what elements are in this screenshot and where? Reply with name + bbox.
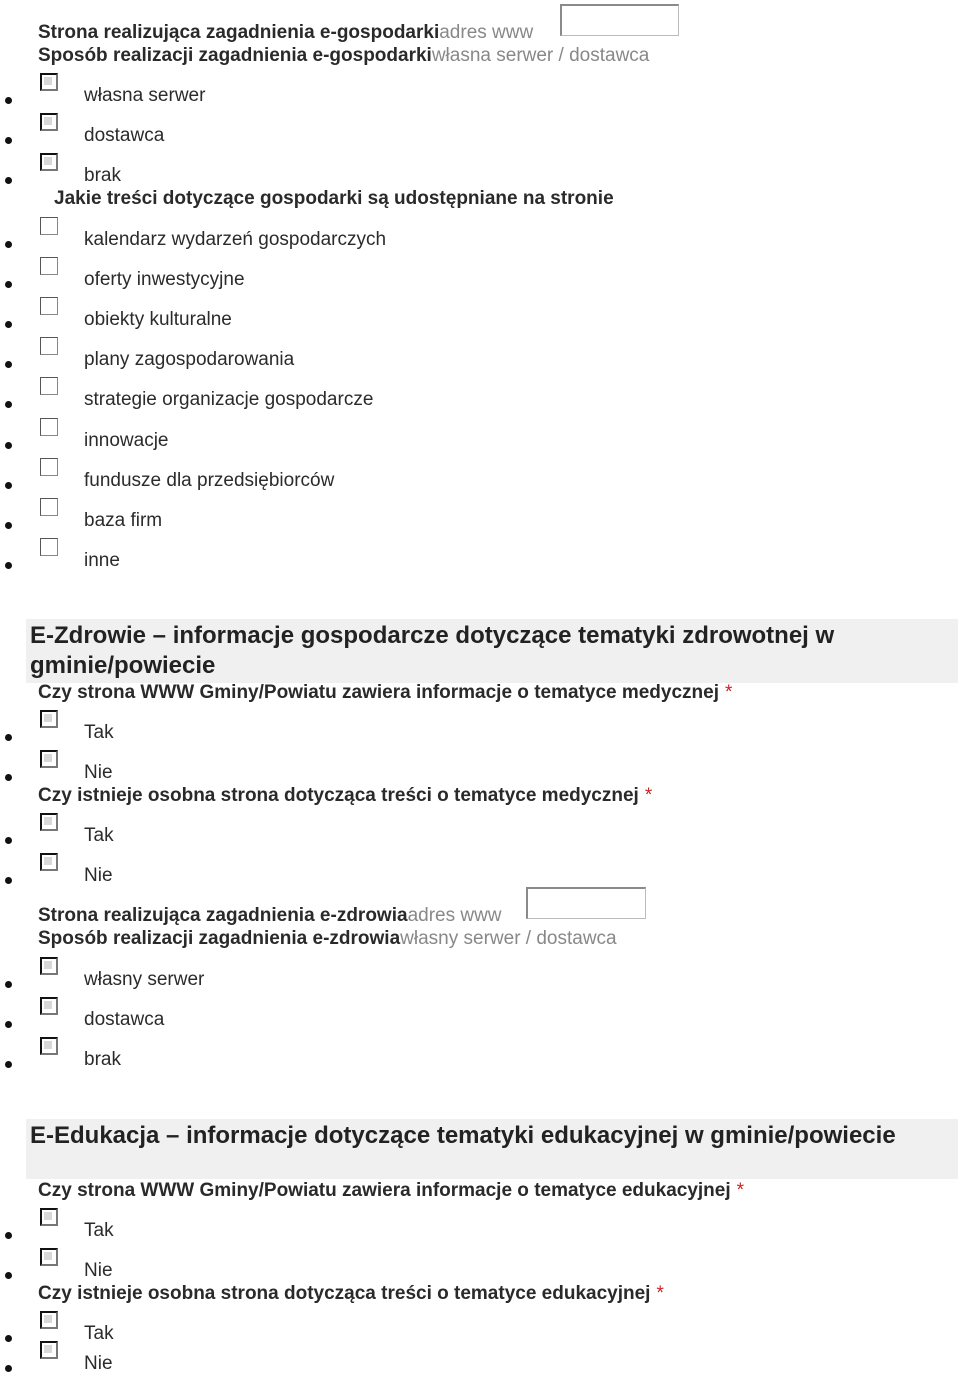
bullet: [5, 1365, 12, 1372]
ezdrowie-method-option[interactable]: własny serwer: [0, 957, 900, 997]
egosp-content-option[interactable]: oferty inwestycyjne: [0, 257, 900, 297]
required-marker: *: [725, 682, 733, 703]
radio-button[interactable]: [40, 113, 58, 131]
radio-button[interactable]: [40, 73, 58, 91]
bullet: [5, 981, 12, 988]
bullet: [5, 321, 12, 328]
egosp-method-option[interactable]: dostawca: [0, 113, 900, 153]
bullet: [5, 361, 12, 368]
bullet: [5, 522, 12, 529]
radio-button[interactable]: [40, 1248, 58, 1266]
egosp-content-option[interactable]: plany zagospodarowania: [0, 337, 900, 377]
egosp-content-option[interactable]: innowacje: [0, 418, 900, 458]
checkbox[interactable]: [40, 377, 58, 395]
bullet: [5, 177, 12, 184]
bullet: [5, 837, 12, 844]
required-marker: *: [644, 785, 653, 806]
section-title-ezdrowie: E-Zdrowie – informacje gospodarcze dotyczące tematyki zdrowotnej w gminie/powiecie: [26, 619, 958, 683]
radio-button[interactable]: [40, 710, 58, 728]
eedukacja-q1-label: Czy strona WWW Gminy/Powiatu zawiera informacje o tematyce edukacyjnej *: [38, 1180, 745, 1201]
bullet: [5, 1021, 12, 1028]
checkbox[interactable]: [40, 458, 58, 476]
radio-button[interactable]: [40, 1341, 58, 1359]
ezdrowie-q1-label: Czy strona WWW Gminy/Powiatu zawiera informacje o tematyce medycznej *: [38, 682, 733, 703]
egosp-content-option[interactable]: baza firm: [0, 498, 900, 538]
egosp-content-option[interactable]: inne: [0, 538, 900, 578]
eedukacja-q1-no[interactable]: Nie: [0, 1248, 900, 1288]
egosp-content-option[interactable]: fundusze dla przedsiębiorców: [0, 458, 900, 498]
ezdrowie-q1-yes[interactable]: Tak: [0, 710, 900, 750]
radio-button[interactable]: [40, 957, 58, 975]
egosp-method-label: Sposób realizacji zagadnienia e-gospodarkiwłasna serwer / dostawca: [38, 45, 650, 66]
ezdrowie-method-option[interactable]: dostawca: [0, 997, 900, 1037]
radio-button[interactable]: [40, 1037, 58, 1055]
radio-button[interactable]: [40, 1311, 58, 1329]
bullet: [5, 241, 12, 248]
bullet: [5, 877, 12, 884]
eedukacja-q2-no[interactable]: Nie: [0, 1341, 900, 1381]
bullet: [5, 442, 12, 449]
radio-button[interactable]: [40, 997, 58, 1015]
bullet: [5, 137, 12, 144]
eedukacja-q2-label: Czy istnieje osobna strona dotycząca treści o tematyce edukacyjnej *: [38, 1283, 664, 1304]
radio-button[interactable]: [40, 153, 58, 171]
bullet: [5, 281, 12, 288]
ezdrowie-method-label: Sposób realizacji zagadnienia e-zdrowiawłasny serwer / dostawca: [38, 928, 617, 949]
required-marker: *: [736, 1180, 745, 1201]
egosp-method-option[interactable]: własna serwer: [0, 73, 900, 113]
radio-button[interactable]: [40, 813, 58, 831]
egosp-www-input[interactable]: [560, 4, 679, 36]
ezdrowie-q2-label: Czy istnieje osobna strona dotycząca treści o tematyce medycznej *: [38, 785, 653, 806]
ezdrowie-q1-no[interactable]: Nie: [0, 750, 900, 790]
egosp-content-option[interactable]: kalendarz wydarzeń gospodarczych: [0, 217, 900, 257]
egosp-content-option[interactable]: strategie organizacje gospodarcze: [0, 377, 900, 417]
bullet: [5, 97, 12, 104]
egosp-site-hint: adres www: [439, 22, 534, 43]
bullet: [5, 562, 12, 569]
bullet: [5, 401, 12, 408]
ezdrowie-q2-yes[interactable]: Tak: [0, 813, 900, 853]
bullet: [5, 774, 12, 781]
bullet: [5, 1272, 12, 1279]
radio-button[interactable]: [40, 853, 58, 871]
bullet: [5, 482, 12, 489]
radio-button[interactable]: [40, 1208, 58, 1226]
eedukacja-q2-yes[interactable]: Tak: [0, 1311, 900, 1351]
egosp-method-hint: własna serwer / dostawca: [431, 45, 650, 66]
radio-button[interactable]: [40, 750, 58, 768]
checkbox[interactable]: [40, 257, 58, 275]
bullet: [5, 1232, 12, 1239]
bullet: [5, 1061, 12, 1068]
ezdrowie-q2-no[interactable]: Nie: [0, 853, 900, 893]
ezdrowie-method-option[interactable]: brak: [0, 1037, 900, 1077]
eedukacja-q1-yes[interactable]: Tak: [0, 1208, 900, 1248]
section-title-eedukacja: E-Edukacja – informacje dotyczące tematyki edukacyjnej w gminie/powiecie: [26, 1119, 958, 1179]
checkbox[interactable]: [40, 337, 58, 355]
egosp-method-option[interactable]: brak: [0, 153, 900, 193]
checkbox[interactable]: [40, 217, 58, 235]
checkbox[interactable]: [40, 538, 58, 556]
egosp-content-label: Jakie treści dotyczące gospodarki są udostępniane na stronie: [54, 188, 614, 209]
required-marker: *: [656, 1283, 664, 1304]
ezdrowie-method-hint: własny serwer / dostawca: [400, 928, 617, 949]
egosp-content-option[interactable]: obiekty kulturalne: [0, 297, 900, 337]
checkbox[interactable]: [40, 498, 58, 516]
ezdrowie-site-hint: adres www: [407, 905, 502, 926]
ezdrowie-site-label: Strona realizująca zagadnienia e-zdrowiaadres www: [38, 905, 502, 926]
ezdrowie-www-input[interactable]: [526, 887, 646, 919]
checkbox[interactable]: [40, 297, 58, 315]
checkbox[interactable]: [40, 418, 58, 436]
bullet: [5, 734, 12, 741]
egosp-site-label: Strona realizująca zagadnienia e-gospodarkiadres www: [38, 22, 534, 43]
